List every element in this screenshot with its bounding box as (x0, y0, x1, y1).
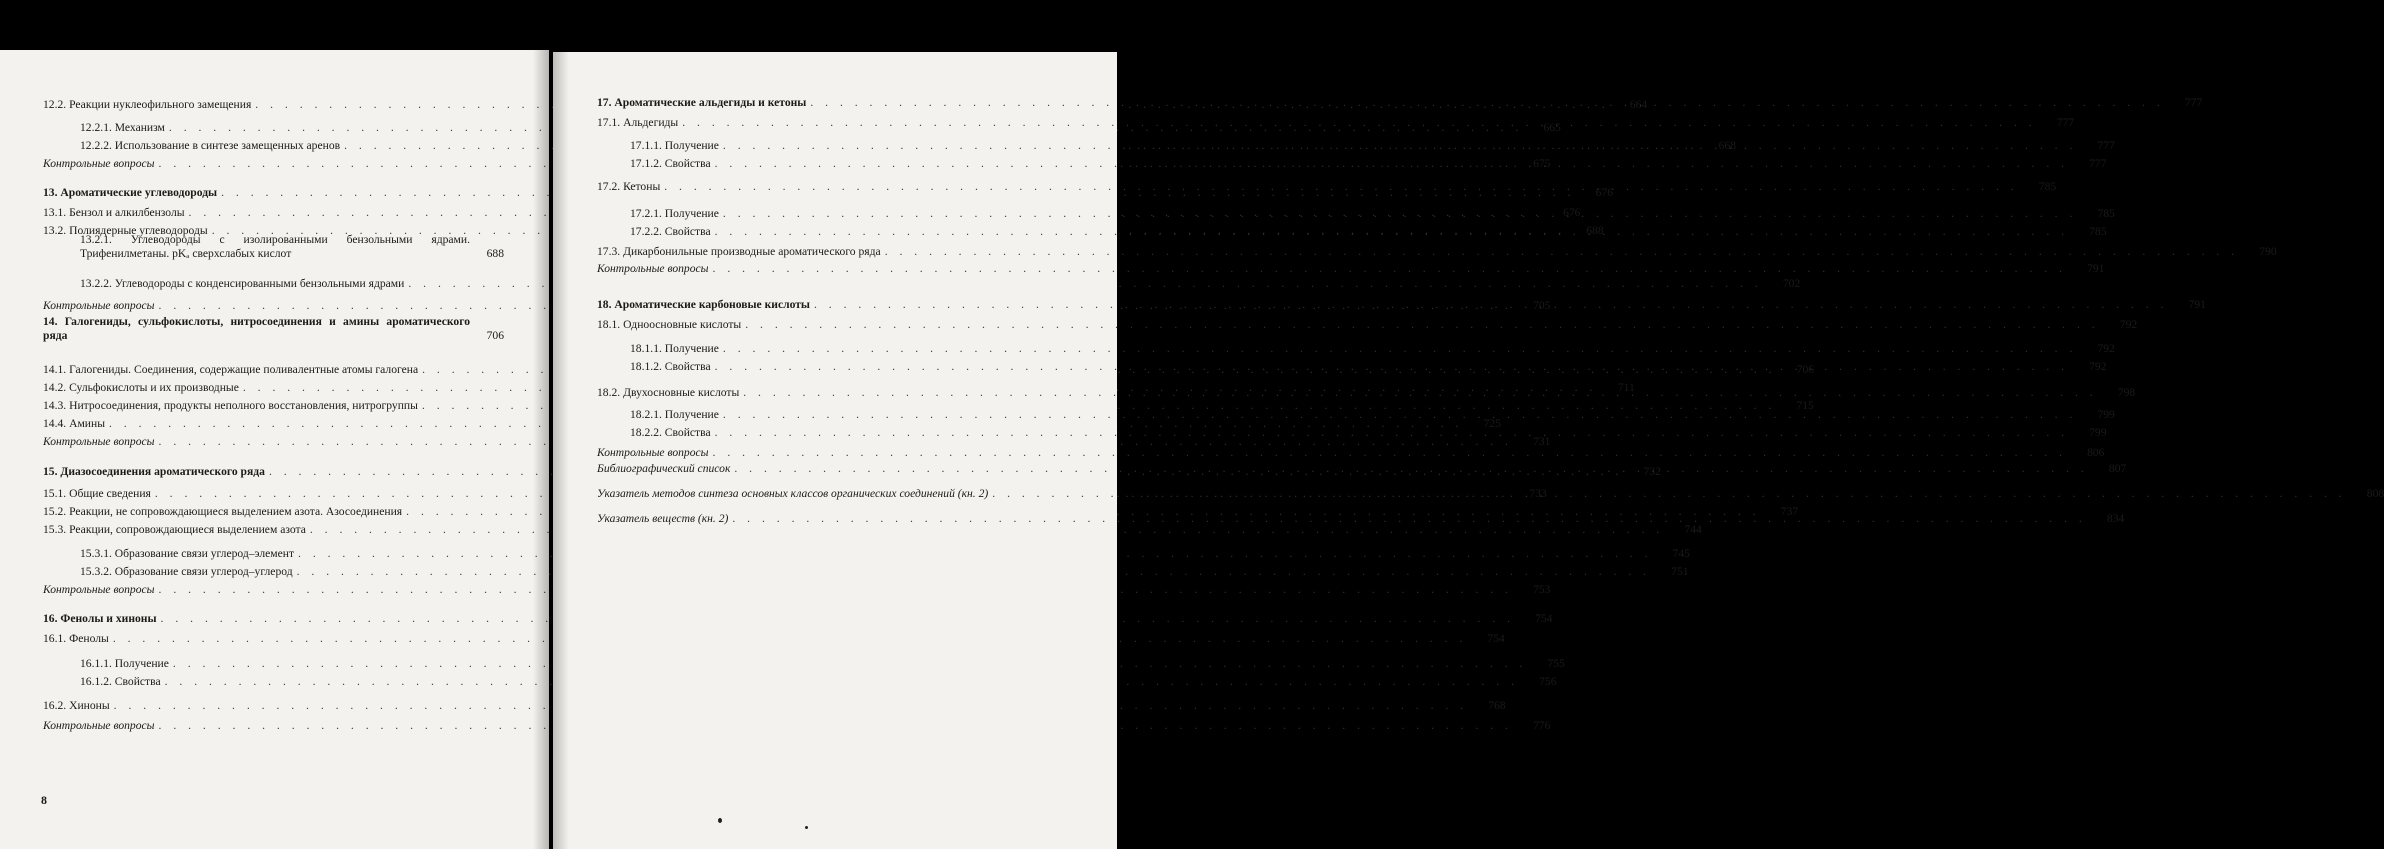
toc-entry-title: Контрольные вопросы (43, 583, 155, 596)
spine-shadow (533, 50, 549, 849)
toc-entry-page: 755 (1547, 657, 1565, 670)
dot-leader (734, 462, 2088, 476)
toc-entry-page: 777 (2089, 157, 2107, 170)
toc-entry-page: 753 (1533, 583, 1551, 596)
toc-entry-title: 15.3. Реакции, сопровождающиеся выделением азота (43, 523, 306, 536)
toc-section-entry (597, 318, 2138, 332)
dot-leader (723, 139, 2077, 153)
toc-entry-page: 751 (1671, 565, 1689, 578)
toc-entry-page: 756 (1539, 675, 1557, 688)
toc-entry-title: 16.2. Хиноны (43, 699, 110, 712)
toc-section-entry (43, 632, 1505, 646)
toc-entry-title: 17.1.1. Получение (630, 139, 719, 152)
toc-section-entry (630, 342, 2115, 356)
toc-chapter-entry (43, 315, 504, 343)
toc-entry-page: 725 (1483, 417, 1501, 430)
toc-entry-page: 665 (1543, 121, 1561, 134)
toc-entry-page: 675 (1533, 157, 1551, 170)
toc-entry-title: 14.3. Нитросоединения, продукты неполного восстановления, нитрогруппы (43, 399, 418, 412)
toc-entry-page: 733 (1529, 487, 1547, 500)
toc-entry-title: 12.2.1. Механизм (80, 121, 165, 134)
toc-entry-title: 12.2.2. Использование в синтезе замещенных аренов (80, 139, 341, 152)
ink-speck (718, 818, 722, 823)
toc-entry-title: Библиографический список (597, 462, 731, 475)
toc-entry-page: 664 (1629, 98, 1648, 111)
toc-section-entry (80, 675, 1557, 689)
page-number: 8 (41, 793, 47, 807)
dot-leader (682, 116, 2036, 130)
toc-entry-page: 711 (1617, 381, 1635, 394)
toc-entry-title: 18.2.1. Получение (630, 408, 719, 421)
toc-entry-page: 706 (486, 329, 504, 342)
toc-back-matter-entry (597, 446, 2105, 460)
toc-section-entry (80, 565, 1689, 579)
toc-entry-title: Контрольные вопросы (597, 262, 709, 275)
toc-entry-page: 785 (2089, 225, 2107, 238)
toc-entry-page: 777 (2184, 96, 2203, 109)
toc-entry-title: 15.3.2. Образование связи углерод–углерод (80, 565, 293, 578)
toc-entry-page: 688 (486, 247, 504, 260)
toc-back-matter-entry (43, 719, 1551, 733)
toc-entry-title: 13. Ароматические углеводороды (43, 186, 218, 199)
dot-leader (664, 180, 2018, 194)
dot-leader (745, 318, 2099, 332)
toc-entry-page: 777 (2056, 116, 2075, 129)
toc-entry-page: 792 (2089, 360, 2107, 373)
toc-entry-page: 754 (1535, 612, 1553, 625)
dot-leader (743, 386, 2097, 400)
toc-entry-page: 791 (2087, 262, 2105, 275)
toc-section-entry (43, 417, 1501, 431)
dot-leader (715, 360, 2069, 374)
toc-section-entry (43, 699, 1506, 713)
toc-entry-page: 715 (1796, 399, 1814, 412)
toc-entry-title: 15.1. Общие сведения (43, 487, 151, 500)
toc-entry-title: 18.2. Двухосновные кислоты (597, 386, 740, 399)
toc-entry-title: 13.2. Полиядерные углеводороды (43, 224, 208, 237)
toc-entry-title: 17.1. Альдегиды (597, 116, 679, 129)
toc-entry-title: 17. Ароматические альдегиды и кетоны (597, 96, 807, 109)
toc-back-matter-entry (597, 512, 2125, 526)
toc-entry-page: 808 (2366, 487, 2384, 500)
toc-entry-page: 668 (1718, 139, 1737, 152)
toc-entry-title: 18.2.2. Свойства (630, 426, 711, 439)
dot-leader (715, 426, 2069, 440)
toc-chapter-entry (43, 612, 1553, 626)
dot-leader (723, 408, 2077, 422)
toc-entry-page: 754 (1487, 632, 1505, 645)
toc-entry-title: 17.1.2. Свойства (630, 157, 711, 170)
dot-leader (810, 96, 2164, 110)
toc-section-entry (630, 408, 2115, 422)
toc-entry-title: 18.1. Одноосновные кислоты (597, 318, 742, 331)
toc-entry-page: 806 (2087, 446, 2105, 459)
toc-entry-title: 13.2.2. Углеводороды с конденсированными бензольными ядрами (80, 277, 405, 290)
dot-leader (713, 262, 2067, 276)
toc-entry-title: 15.3.1. Образование связи углерод–элемент (80, 547, 295, 560)
toc-entry-page: 799 (2089, 426, 2107, 439)
toc-entry-title: 18.1.2. Свойства (630, 360, 711, 373)
dot-leader (885, 245, 2239, 259)
toc-entry-page: 705 (1533, 299, 1551, 312)
toc-entry-title: 14.2. Сульфокислоты и их производные (43, 381, 239, 394)
toc-entry-page: 737 (1780, 505, 1799, 518)
toc-entry-title: 14.4. Амины (43, 417, 105, 430)
toc-entry-title: 17.2. Кетоны (597, 180, 661, 193)
toc-entry-title: 13.1. Бензол и алкилбензолы (43, 206, 185, 219)
toc-entry-page: 688 (1586, 224, 1604, 237)
toc-back-matter-entry (597, 262, 2105, 276)
toc-entry-title: Контрольные вопросы (43, 719, 155, 732)
toc-entry-title: 16.1.2. Свойства (80, 675, 161, 688)
toc-section-entry (80, 547, 1690, 561)
toc-section-entry (80, 233, 504, 261)
toc-entry-title: Контрольные вопросы (43, 299, 155, 312)
toc-entry-page: 731 (1533, 435, 1551, 448)
toc-entry-title: 18. Ароматические карбоновые кислоты (597, 298, 810, 311)
toc-entry-title: 14. Галогениды, сульфокислоты, нитросоединения и амины ароматического ряда (43, 315, 470, 342)
toc-entry-page: 799 (2097, 408, 2115, 421)
toc-entry-title: Указатель методов синтеза основных классов органических соединений (кн. 2) (597, 487, 989, 500)
toc-entry-title: 16. Фенолы и хиноны (43, 612, 157, 625)
toc-entry-page: 768 (1488, 699, 1506, 712)
toc-entry-page: 776 (1533, 719, 1551, 732)
toc-section-entry (43, 523, 1702, 537)
dot-leader (715, 157, 2069, 171)
toc-entry-page: 702 (1782, 277, 1801, 290)
spine-shadow (553, 52, 569, 849)
toc-entry-page: 792 (2097, 342, 2115, 355)
toc-entry-title: 17.3. Дикарбонильные производные ароматического ряда (597, 245, 881, 258)
toc-entry-title: Контрольные вопросы (43, 157, 155, 170)
toc-entry-page: 785 (2097, 207, 2115, 220)
toc-entry-page: 790 (2259, 245, 2277, 258)
toc-entry-title: 14.1. Галогениды. Соединения, содержащие поливалентные атомы галогена (43, 363, 419, 376)
ink-speck (805, 826, 808, 829)
toc-entry-title: 16.1. Фенолы (43, 632, 109, 645)
toc-section-entry (630, 426, 2107, 440)
dot-leader (723, 207, 2077, 221)
toc-section-entry (43, 399, 1814, 413)
toc-entry-title: Указатель веществ (кн. 2) (597, 512, 729, 525)
toc-entry-title: 15.2. Реакции, не сопровождающиеся выделением азота. Азосоединения (43, 505, 403, 518)
toc-entry-page: 676 (1595, 186, 1614, 199)
toc-entry-page: 744 (1684, 523, 1702, 536)
toc-entry-title: Контрольные вопросы (43, 435, 155, 448)
dot-leader (814, 298, 2168, 312)
toc-entry-page: 706 (1796, 363, 1815, 376)
toc-entry-page: 791 (2188, 298, 2206, 311)
dot-leader (715, 225, 2069, 239)
toc-entry-page: 745 (1672, 547, 1690, 560)
dot-leader (992, 487, 2346, 501)
toc-entry-page: 834 (2106, 512, 2125, 525)
toc-entry-title: Контрольные вопросы (597, 446, 709, 459)
toc-entry-page: 807 (2108, 462, 2127, 475)
toc-back-matter-entry (43, 583, 1551, 597)
toc-entry-title: 16.1.1. Получение (80, 657, 169, 670)
toc-entry-title: 17.2.2. Свойства (630, 225, 711, 238)
toc-section-entry (597, 245, 2277, 259)
toc-entry-page: 792 (2119, 318, 2138, 331)
toc-section-entry (80, 277, 1801, 291)
toc-entry-page: 798 (2117, 386, 2136, 399)
toc-entry-page: 785 (2038, 180, 2057, 193)
toc-section-entry (80, 657, 1565, 671)
dot-leader (713, 446, 2067, 460)
dot-leader (732, 512, 2086, 526)
toc-entry-title: 12.2. Реакции нуклеофильного замещения (43, 98, 252, 111)
toc-entry-page: 777 (2097, 139, 2115, 152)
toc-entry-page: 732 (1643, 465, 1661, 478)
toc-entry-page: 676 (1563, 206, 1581, 219)
dot-leader (723, 342, 2077, 356)
toc-back-matter-entry (43, 435, 1551, 449)
toc-entry-title: 15. Диазосоединения ароматического ряда (43, 465, 265, 478)
toc-entry-title: 13.2.1. Углеводороды с изолированными бензольными ядрами. Трифенилметаны. pKₐ сверхслабых кислот (80, 233, 470, 260)
toc-entry-title: 18.1.1. Получение (630, 342, 719, 355)
toc-entry-title: 17.2.1. Получение (630, 207, 719, 220)
